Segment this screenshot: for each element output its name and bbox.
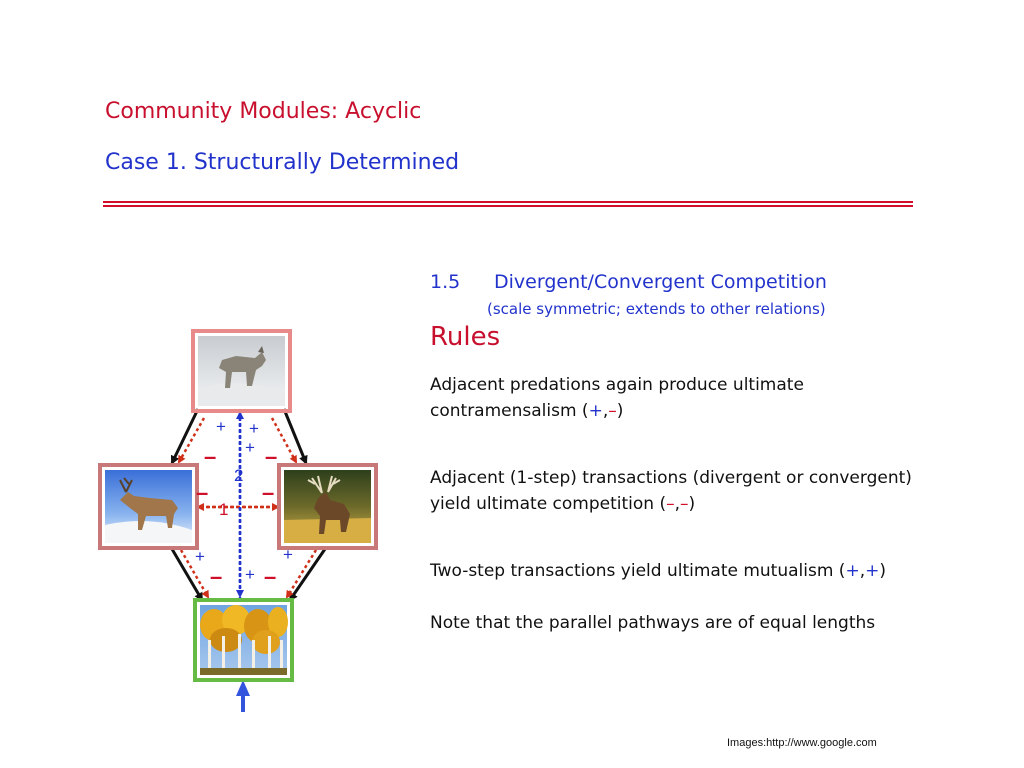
label-minus-6: – (264, 564, 277, 589)
link-wolf-elk (284, 409, 306, 463)
slide-title: Community Modules: Acyclic (105, 99, 422, 124)
slide-subtitle: Case 1. Structurally Determined (105, 150, 460, 175)
label-minus-1: – (204, 444, 217, 469)
rule-2-sign-minus-a: – (666, 494, 675, 514)
label-minus-3: – (196, 480, 209, 505)
section-note: (scale symmetric; extends to other relations) (487, 300, 826, 318)
section-number: 1.5 (430, 271, 461, 293)
rule-3-sign-plus-a: + (845, 561, 860, 581)
rule-1-sign-minus: – (608, 401, 617, 421)
rule-2-line-1: Adjacent (1-step) transactions (divergent or convergent) (430, 468, 912, 488)
label-minus-4: – (262, 480, 275, 505)
label-one: 1 (219, 500, 229, 519)
deer-photo (100, 465, 197, 548)
rule-3: Two-step transactions yield ultimate mutualism (+,+) (430, 561, 886, 581)
rules-heading: Rules (430, 322, 501, 352)
label-plus-2: + (249, 419, 259, 438)
aspen-photo (195, 600, 292, 680)
elk-photo (279, 465, 376, 548)
link-elk-aspen (290, 549, 325, 600)
label-plus-6: + (245, 565, 255, 584)
label-plus-3: + (245, 438, 255, 457)
label-plus-4: + (195, 547, 205, 566)
label-minus-2: – (265, 444, 278, 469)
rule-4: Note that the parallel pathways are of equal lengths (430, 613, 876, 633)
rule-1-line-2: contramensalism (+,–) (430, 401, 624, 421)
section-heading-text: Divergent/Convergent Competition (494, 271, 827, 293)
rule-1-line-1: Adjacent predations again produce ultimate (430, 375, 804, 395)
rule-2-line-2: yield ultimate competition (–,–) (430, 494, 696, 514)
rule-3-sign-plus-b: + (865, 561, 880, 581)
label-plus-5: + (283, 545, 293, 564)
label-plus-1: + (216, 417, 226, 436)
image-credit: Images:http://www.google.com (727, 737, 877, 749)
label-two: 2 (234, 466, 244, 485)
label-minus-5: – (210, 564, 223, 589)
wolf-photo (193, 331, 290, 411)
rule-2-sign-minus-b: – (680, 494, 689, 514)
rule-1-sign-plus: + (588, 401, 603, 421)
